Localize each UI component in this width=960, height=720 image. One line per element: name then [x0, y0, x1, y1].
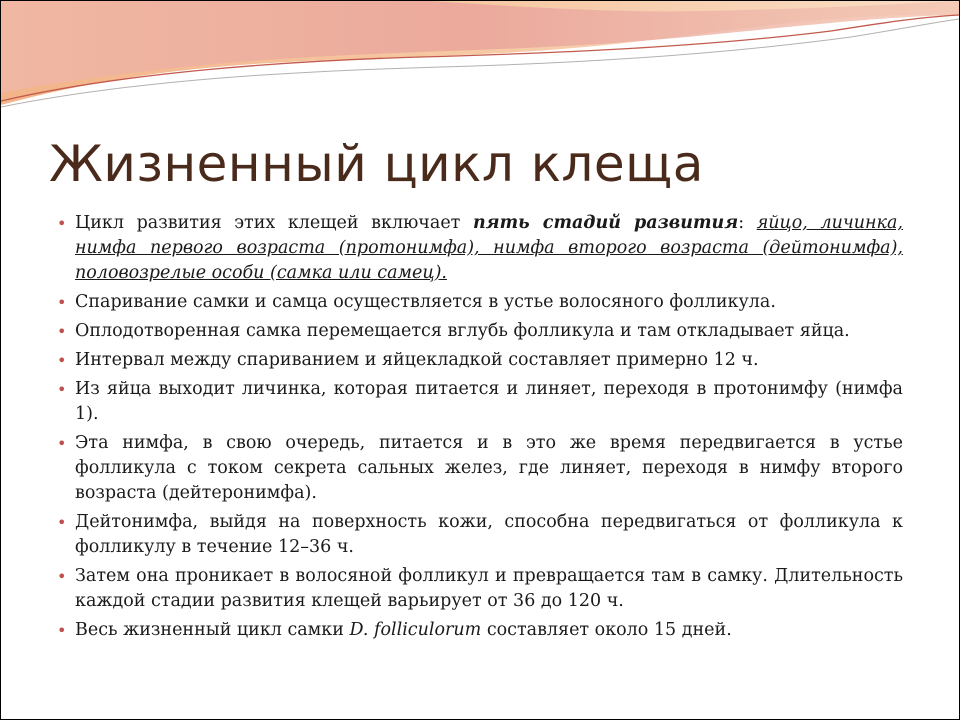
bullet-dot-icon: • — [57, 513, 67, 532]
bullet-text: Затем она проникает в волосяной фолликул и превращается там в самку. Длительность каждой стадии развития клещей варьирует от 36 до 120 ч. — [75, 566, 903, 611]
list-item — [57, 510, 903, 560]
bullet-text: Оплодотворенная самка перемещается вглубь фолликула и там откладывает яйца. — [75, 321, 850, 341]
species-name: D. folliculorum — [349, 620, 482, 640]
bullet-stages-list: яйцо, личинка, нимфа первого возраста (протонимфа), нимфа второго возраста (дейтонимфа), половозрелые особи (самка или самец). — [75, 213, 903, 283]
list-item — [57, 618, 903, 643]
bullet-emphasis: пять стадий развития — [472, 213, 739, 233]
bullet-text: составляет около 15 дней. — [481, 620, 732, 640]
bullet-text: Из яйца выходит личинка, которая питается и линяет, переходя в протонимфу (нимфа 1). — [75, 379, 903, 424]
list-item — [57, 211, 903, 286]
bullet-text: Эта нимфа, в свою очередь, питается и в это же время передвигается в устье фолликула с током секрета сальных желез, где линяет, переходя в нимфу второго возраста (дейтеронимфа). — [75, 433, 903, 503]
bullet-dot-icon: • — [57, 567, 67, 586]
list-item — [57, 290, 903, 315]
bullet-dot-icon: • — [57, 214, 67, 233]
list-item — [57, 319, 903, 344]
bullet-dot-icon: • — [57, 380, 67, 399]
bullet-dot-icon: • — [57, 351, 67, 370]
list-item — [57, 348, 903, 373]
bullet-text: Спаривание самки и самца осуществляется в устье волосяного фолликула. — [75, 292, 776, 312]
bullet-text: Дейтонимфа, выйдя на поверхность кожи, способна передвигаться от фолликула к фолликулу в течение 12–36 ч. — [75, 512, 903, 557]
list-item — [57, 377, 903, 427]
wave-pink-band — [1, 1, 959, 93]
slide-title: Жизненный цикл клеща — [49, 135, 704, 193]
list-item — [57, 564, 903, 614]
bullet-text: Цикл развития этих клещей включает — [75, 213, 473, 233]
bullet-text: Весь жизненный цикл самки — [75, 620, 350, 640]
list-item — [57, 431, 903, 506]
bullet-dot-icon: • — [57, 621, 67, 640]
bullet-list — [57, 211, 903, 647]
bullet-dot-icon: • — [57, 293, 67, 312]
bullet-text: Интервал между спариванием и яйцекладкой составляет примерно 12 ч. — [75, 350, 759, 370]
decorative-wave-header — [1, 1, 959, 141]
bullet-dot-icon: • — [57, 322, 67, 341]
bullet-dot-icon: • — [57, 434, 67, 453]
bullet-text: : — [738, 213, 757, 233]
